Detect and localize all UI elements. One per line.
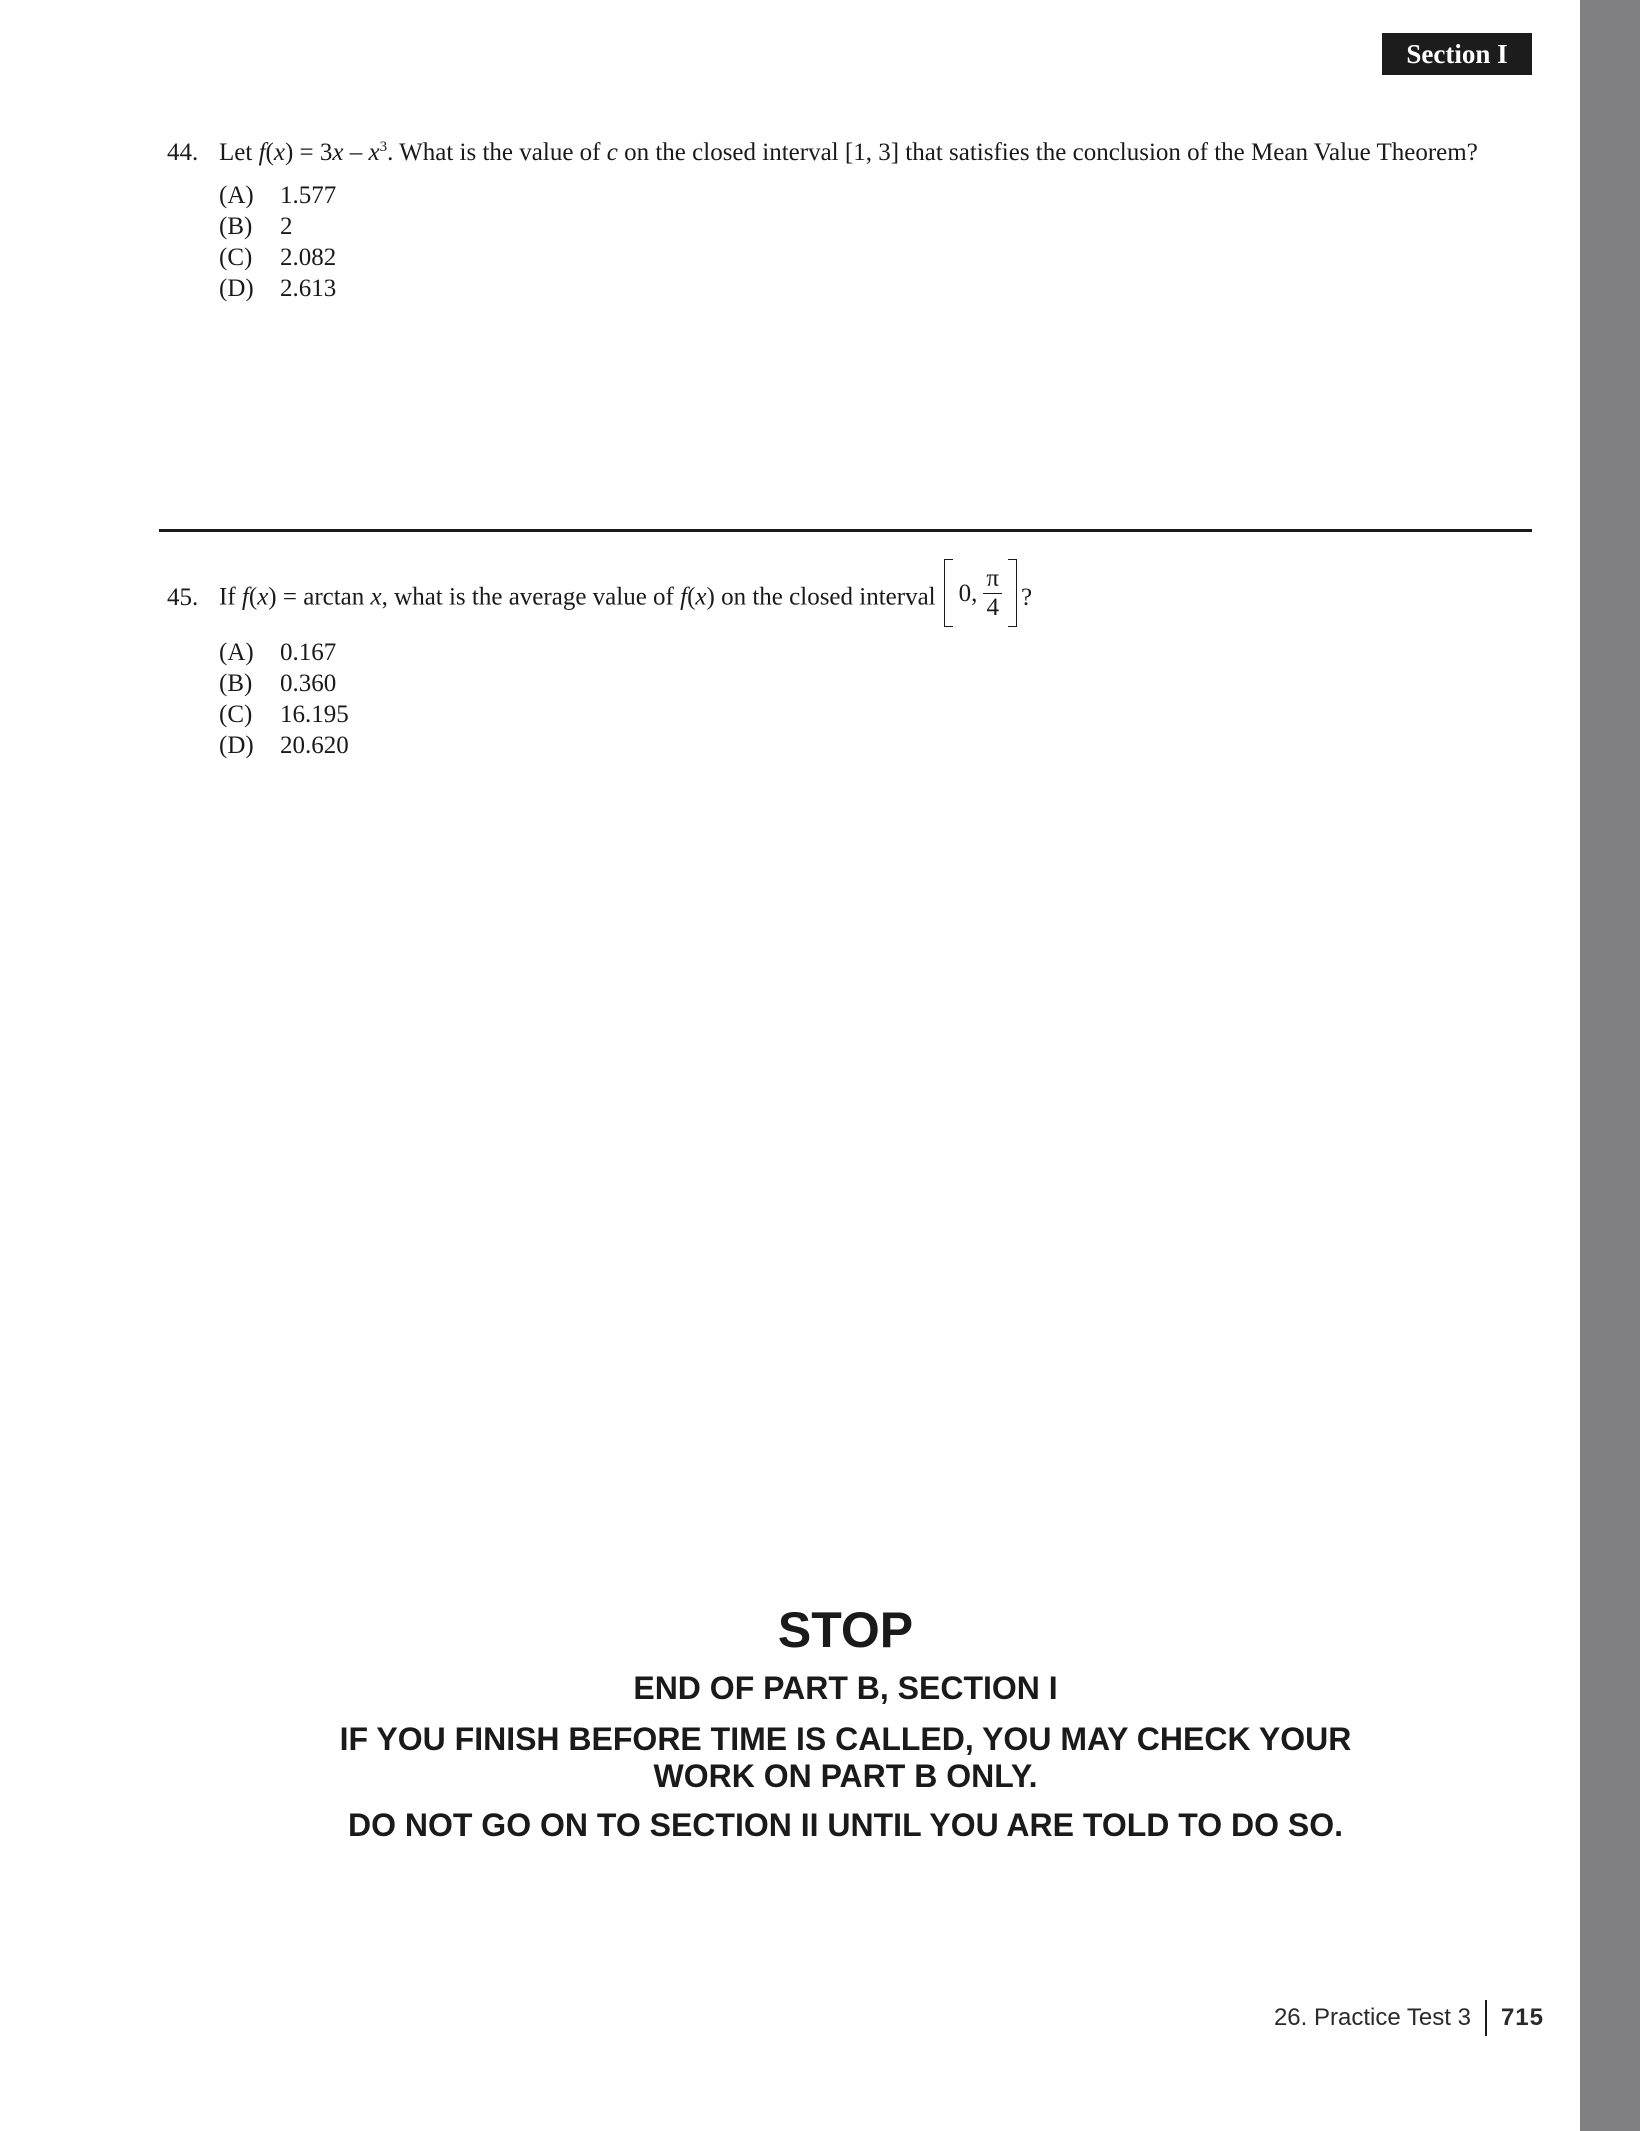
q45-f: f <box>680 583 688 611</box>
question-45-choices <box>219 637 1032 761</box>
choice-value: 2.613 <box>280 275 337 302</box>
choice-letter: (D) <box>219 275 254 302</box>
question-divider <box>159 529 1532 532</box>
choice-value: 0.167 <box>280 639 337 666</box>
choice-letter: (C) <box>219 701 253 728</box>
choice-letter: (D) <box>219 732 254 759</box>
q44-x: x <box>273 139 285 166</box>
stop-check-work: IF YOU FINISH BEFORE TIME IS CALLED, YOU MAY CHECK YOUR WORK ON PART B ONLY. <box>339 1721 1352 1794</box>
q44-text-part: Let <box>219 139 259 166</box>
q44-c: c <box>606 139 618 166</box>
choice-value: 1.577 <box>280 182 337 209</box>
q45-x: x <box>257 583 269 611</box>
question-44-text <box>167 137 1478 168</box>
choice-44-c[interactable] <box>219 242 1478 273</box>
q44-x: x <box>368 139 380 166</box>
choice-value: 2.082 <box>280 244 337 271</box>
choice-value: 16.195 <box>280 701 349 728</box>
q45-x: x <box>370 583 382 611</box>
q44-text-part: . What is the value of <box>387 139 607 166</box>
choice-45-d[interactable] <box>219 730 1032 761</box>
left-bracket <box>944 559 953 627</box>
page-footer <box>1274 2000 1544 2036</box>
section-badge: Section I <box>1382 33 1532 75</box>
interval-start: 0, <box>958 579 978 607</box>
question-mark: ? <box>1021 583 1033 611</box>
choice-44-a[interactable] <box>219 180 1478 211</box>
choice-45-b[interactable] <box>219 668 1032 699</box>
q44-text-part: ) = 3 <box>284 139 333 166</box>
q45-text-part: If <box>219 583 242 611</box>
choice-44-b[interactable] <box>219 211 1478 242</box>
page-number: 715 <box>1500 2004 1544 2031</box>
q45-text-part: ( <box>248 583 258 611</box>
choice-44-d[interactable] <box>219 273 1478 304</box>
q44-text-part: on the closed interval [1, 3] that satisfies the conclusion of the Mean Value Theorem? <box>617 139 1478 166</box>
footer-chapter: 26. Practice Test 3 <box>1273 2004 1471 2031</box>
choice-letter: (A) <box>219 182 254 209</box>
q45-x: x <box>695 583 707 611</box>
q45-text-part: , what is the average value of <box>381 583 681 611</box>
footer-separator <box>1485 2000 1487 2036</box>
fraction-pi-over-4 <box>983 565 1002 622</box>
choice-value: 20.620 <box>280 732 349 759</box>
q44-x: x <box>332 139 344 166</box>
stop-do-not-go-on: DO NOT GO ON TO SECTION II UNTIL YOU ARE TOLD TO DO SO. <box>347 1807 1344 1843</box>
question-44-number: 44. <box>167 139 199 166</box>
stop-title: STOP <box>777 1602 914 1658</box>
question-45 <box>167 565 1032 761</box>
closed-interval <box>944 559 1017 627</box>
question-45-text <box>167 565 1032 633</box>
choice-letter: (C) <box>219 244 253 271</box>
question-44 <box>167 137 1478 304</box>
fraction-numerator: π <box>983 565 1002 594</box>
choice-letter: (B) <box>219 213 253 240</box>
choice-45-a[interactable] <box>219 637 1032 668</box>
q44-text-part: – <box>343 139 369 166</box>
q44-f: f <box>258 139 266 166</box>
question-44-choices <box>219 180 1478 304</box>
stop-end-of-part: END OF PART B, SECTION I <box>633 1670 1058 1706</box>
question-45-number: 45. <box>167 583 199 611</box>
choice-letter: (A) <box>219 639 254 666</box>
q45-text-part: ) on the closed interval <box>706 583 936 611</box>
stop-notice <box>159 1600 1532 1844</box>
q45-text-part: ( <box>687 583 696 611</box>
choice-letter: (B) <box>219 670 253 697</box>
right-bracket <box>1008 559 1017 627</box>
choice-value: 0.360 <box>280 670 337 697</box>
choice-45-c[interactable] <box>219 699 1032 730</box>
q44-text-part: ( <box>265 139 274 166</box>
fraction-denominator: 4 <box>986 593 999 621</box>
q45-f: f <box>241 583 249 611</box>
q45-text-part: ) = arctan <box>268 583 371 611</box>
choice-value: 2 <box>280 213 293 240</box>
page-edge-bar <box>1580 0 1640 2131</box>
q44-exponent: 3 <box>379 139 388 155</box>
